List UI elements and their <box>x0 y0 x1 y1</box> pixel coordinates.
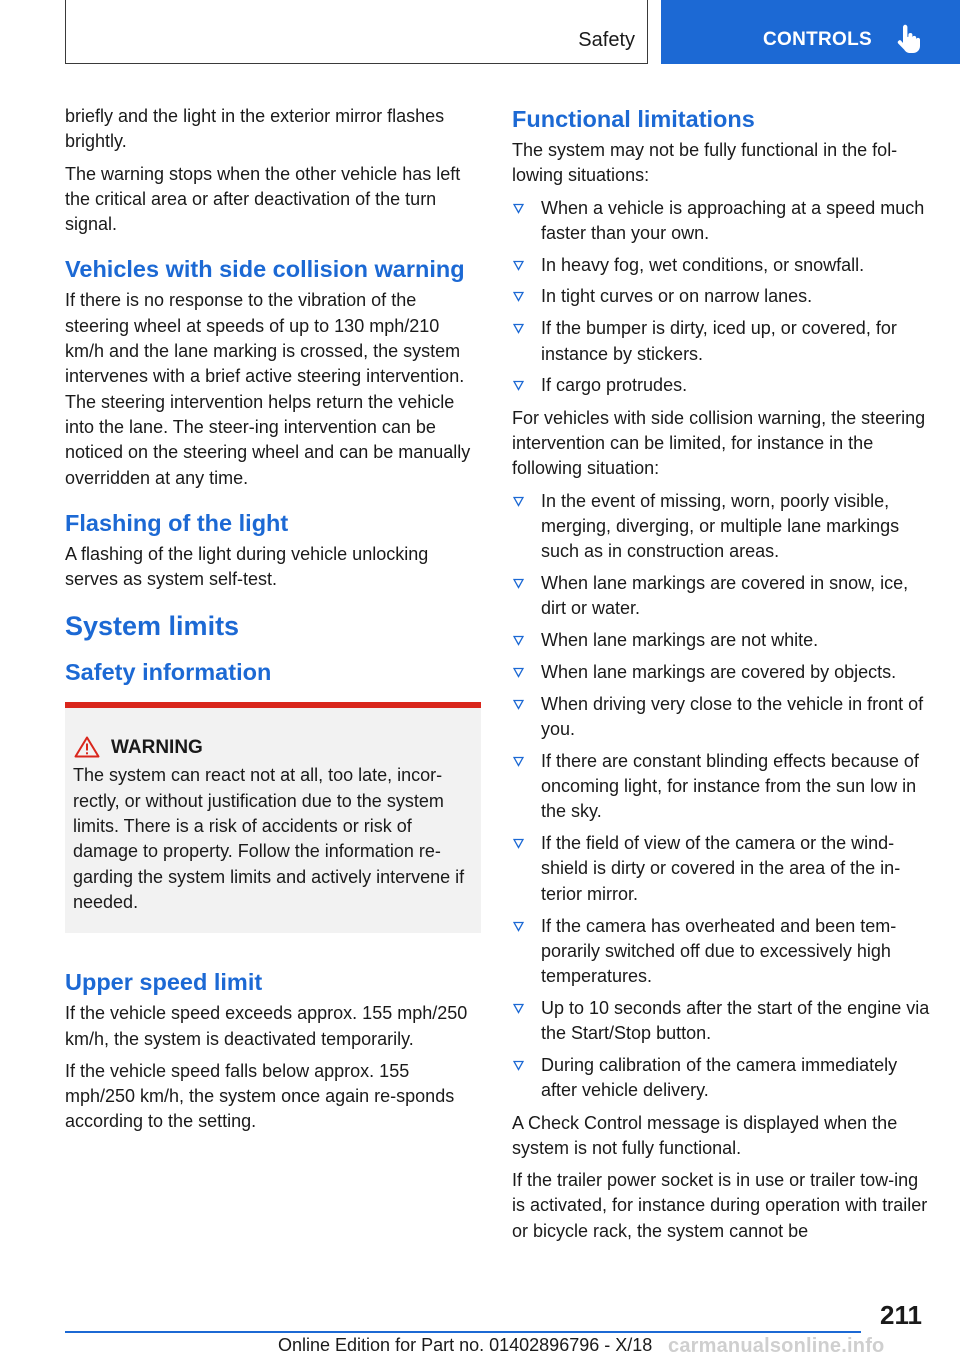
list-item: If the field of view of the camera or the wind‐shield is dirty or covered in the area of the in‐terior mirror. <box>512 831 932 907</box>
triangle-bullet-icon <box>513 380 524 391</box>
paragraph: The warning stops when the other vehicle has left the critical area or after deactivation of the turn signal. <box>65 163 461 235</box>
triangle-bullet-icon <box>513 1060 524 1071</box>
paragraph: For vehicles with side collision warning, the steering intervention can be limited, for instance in the following situation: <box>512 407 926 479</box>
list-item: In the event of missing, worn, poorly visible, merging, diverging, or multiple lane markings such as in construction areas. <box>512 489 932 565</box>
page-number: 211 <box>880 1300 922 1330</box>
paragraph: If the vehicle speed exceeds approx. 155 mph/250 km/h, the system is deactivated temporarily. <box>65 1003 468 1049</box>
paragraph: A Check Control message is displayed when the system is not fully functional. <box>512 1112 898 1158</box>
list-item: If cargo protrudes. <box>512 373 932 398</box>
header-section-box <box>65 0 648 64</box>
triangle-bullet-icon <box>513 635 524 646</box>
header-chapter-tab[interactable] <box>661 0 960 64</box>
hand-pointer-icon <box>895 24 921 54</box>
list-item: If there are constant blinding effects because of oncoming light, for instance from the sun low in the sky. <box>512 749 932 825</box>
heading-safety-information: Safety information <box>65 659 272 686</box>
list-item: In heavy fog, wet conditions, or snowfall. <box>512 253 932 278</box>
list-item: If the camera has overheated and been tem‐porarily switched off due to excessively high temperatures. <box>512 914 932 990</box>
heading-upper-speed-limit: Upper speed limit <box>65 969 263 996</box>
triangle-bullet-icon <box>513 203 524 214</box>
list-item: When lane markings are covered in snow, ice, dirt or water. <box>512 571 932 622</box>
triangle-bullet-icon <box>513 838 524 849</box>
header-chapter-title: CONTROLS <box>763 29 873 50</box>
warning-box <box>65 702 481 933</box>
list-item: When lane markings are covered by objects. <box>512 660 932 685</box>
triangle-bullet-icon <box>513 291 524 302</box>
triangle-bullet-icon <box>513 323 524 334</box>
list-item: During calibration of the camera immediately after vehicle delivery. <box>512 1053 932 1104</box>
warning-title <box>73 734 472 760</box>
list-item: Up to 10 seconds after the start of the engine via the Start/Stop button. <box>512 996 932 1047</box>
triangle-bullet-icon <box>513 699 524 710</box>
triangle-bullet-icon <box>513 1003 524 1014</box>
triangle-bullet-icon <box>513 496 524 507</box>
left-column <box>65 104 481 1142</box>
right-column <box>512 104 932 1251</box>
triangle-bullet-icon <box>513 260 524 271</box>
paragraph: The system may not be fully functional in the fol‐lowing situations: <box>512 140 898 186</box>
paragraph: If there is no response to the vibration of the steering wheel at speeds of up to 130 mph/210 km/h and the lane marking is crossed, the system intervenes with a brief active steering intervention. The steering intervention helps return the vehicle into the lane. The steer‐ing intervention can be noticed on the steering wheel and can be manually overridden at any time. <box>65 290 471 488</box>
triangle-bullet-icon <box>513 667 524 678</box>
list-item: In tight curves or on narrow lanes. <box>512 284 932 309</box>
triangle-bullet-icon <box>513 578 524 589</box>
triangle-bullet-icon <box>513 921 524 932</box>
heading-functional-limitations: Functional limitations <box>512 106 755 132</box>
list-item: When driving very close to the vehicle in front of you. <box>512 692 932 743</box>
warning-label: WARNING <box>111 736 203 758</box>
list-item: When lane markings are not white. <box>512 628 932 653</box>
paragraph: briefly and the light in the exterior mirror flashes brightly. <box>65 106 445 152</box>
warning-text: The system can react not at all, too late, incor‐rectly, or without justification due to the system limits. There is a risk of accidents or risk of damage to property. Follow the information re‐garding the system limits and actively intervene if needed. <box>73 765 465 912</box>
heading-side-collision: Vehicles with side collision warning <box>65 256 465 283</box>
footer-edition: Online Edition for Part no. 01402896796 - X/18 <box>278 1335 653 1355</box>
footer-rule <box>65 1331 861 1333</box>
header-section-title: Safety <box>578 29 635 51</box>
heading-system-limits: System limits <box>65 611 240 642</box>
heading-flashing-light: Flashing of the light <box>65 509 289 536</box>
list-item: If the bumper is dirty, iced up, or covered, for instance by stickers. <box>512 316 932 367</box>
limitations-list <box>512 196 932 399</box>
warning-triangle-icon <box>74 736 100 758</box>
paragraph: A flashing of the light during vehicle unlocking serves as system self-test. <box>65 543 429 590</box>
list-item: When a vehicle is approaching at a speed much faster than your own. <box>512 196 932 247</box>
steering-limitations-list <box>512 489 932 1104</box>
watermark: carmanualsonline.info <box>668 1335 885 1357</box>
triangle-bullet-icon <box>513 756 524 767</box>
paragraph: If the vehicle speed falls below approx. 155 mph/250 km/h, the system once again re‐sponds according to the setting. <box>65 1060 455 1132</box>
paragraph: If the trailer power socket is in use or trailer tow‐ing is activated, for instance during operation with trailer or bicycle rack, the system cannot be <box>512 1170 928 1241</box>
